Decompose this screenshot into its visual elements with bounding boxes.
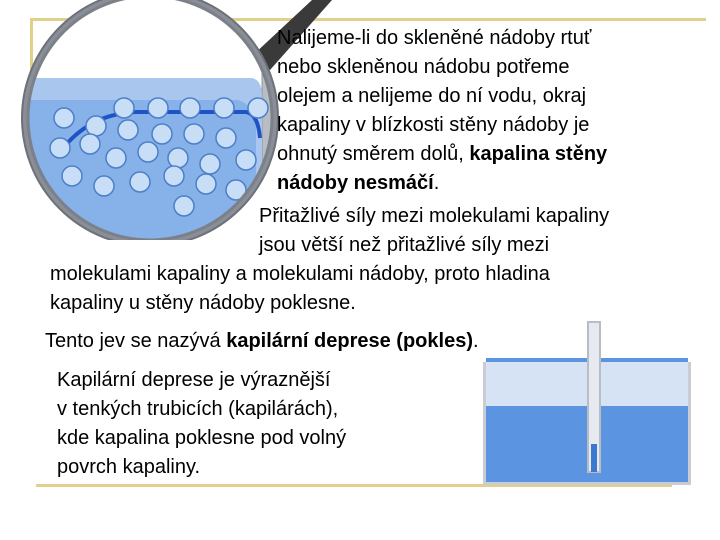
text-plain: . (472, 330, 479, 352)
text-line: molekulami kapaliny a molekulami nádoby, proto hladina (50, 263, 550, 285)
paragraph-forces-continued (50, 260, 690, 318)
text-plain: ohnutý směrem dolů, (277, 143, 470, 165)
text-line: v tenkých trubicích (kapilárách), (57, 398, 339, 420)
text-line: nebo skleněnou nádobu potřeme (277, 56, 570, 78)
text-line: olejem a nelijeme do ní vodu, okraj (277, 85, 587, 107)
text-line (277, 169, 707, 198)
paragraph-capillary (57, 366, 417, 482)
paragraph-nonwetting (277, 24, 707, 198)
text-line (45, 327, 665, 356)
paragraph-forces (259, 202, 699, 260)
text-line: Přitažlivé síly mezi molekulami kapaliny (259, 205, 610, 227)
text-line: Kapilární deprese je výraznější (57, 369, 331, 391)
text-line: kapaliny u stěny nádoby poklesne. (50, 292, 356, 314)
text-line: jsou větší než přitažlivé síly mezi (259, 234, 550, 256)
text-plain: . (433, 172, 440, 194)
capillary-liquid (591, 444, 597, 472)
text-line: kde kapalina poklesne pod volný (57, 427, 347, 449)
text-plain: Tento jev se nazývá (45, 330, 227, 352)
paragraph-term (45, 327, 665, 356)
text-line: Nalijeme-li do skleněné nádoby rtuť (277, 27, 592, 49)
text-bold: nádoby nesmáčí (277, 172, 434, 194)
text-line: kapaliny v blízkosti stěny nádoby je (277, 114, 590, 136)
text-line: povrch kapaliny. (57, 456, 201, 478)
text-line (277, 140, 707, 169)
text-bold: kapalina stěny (469, 143, 608, 165)
text-bold: kapilární deprese (pokles) (226, 330, 473, 352)
